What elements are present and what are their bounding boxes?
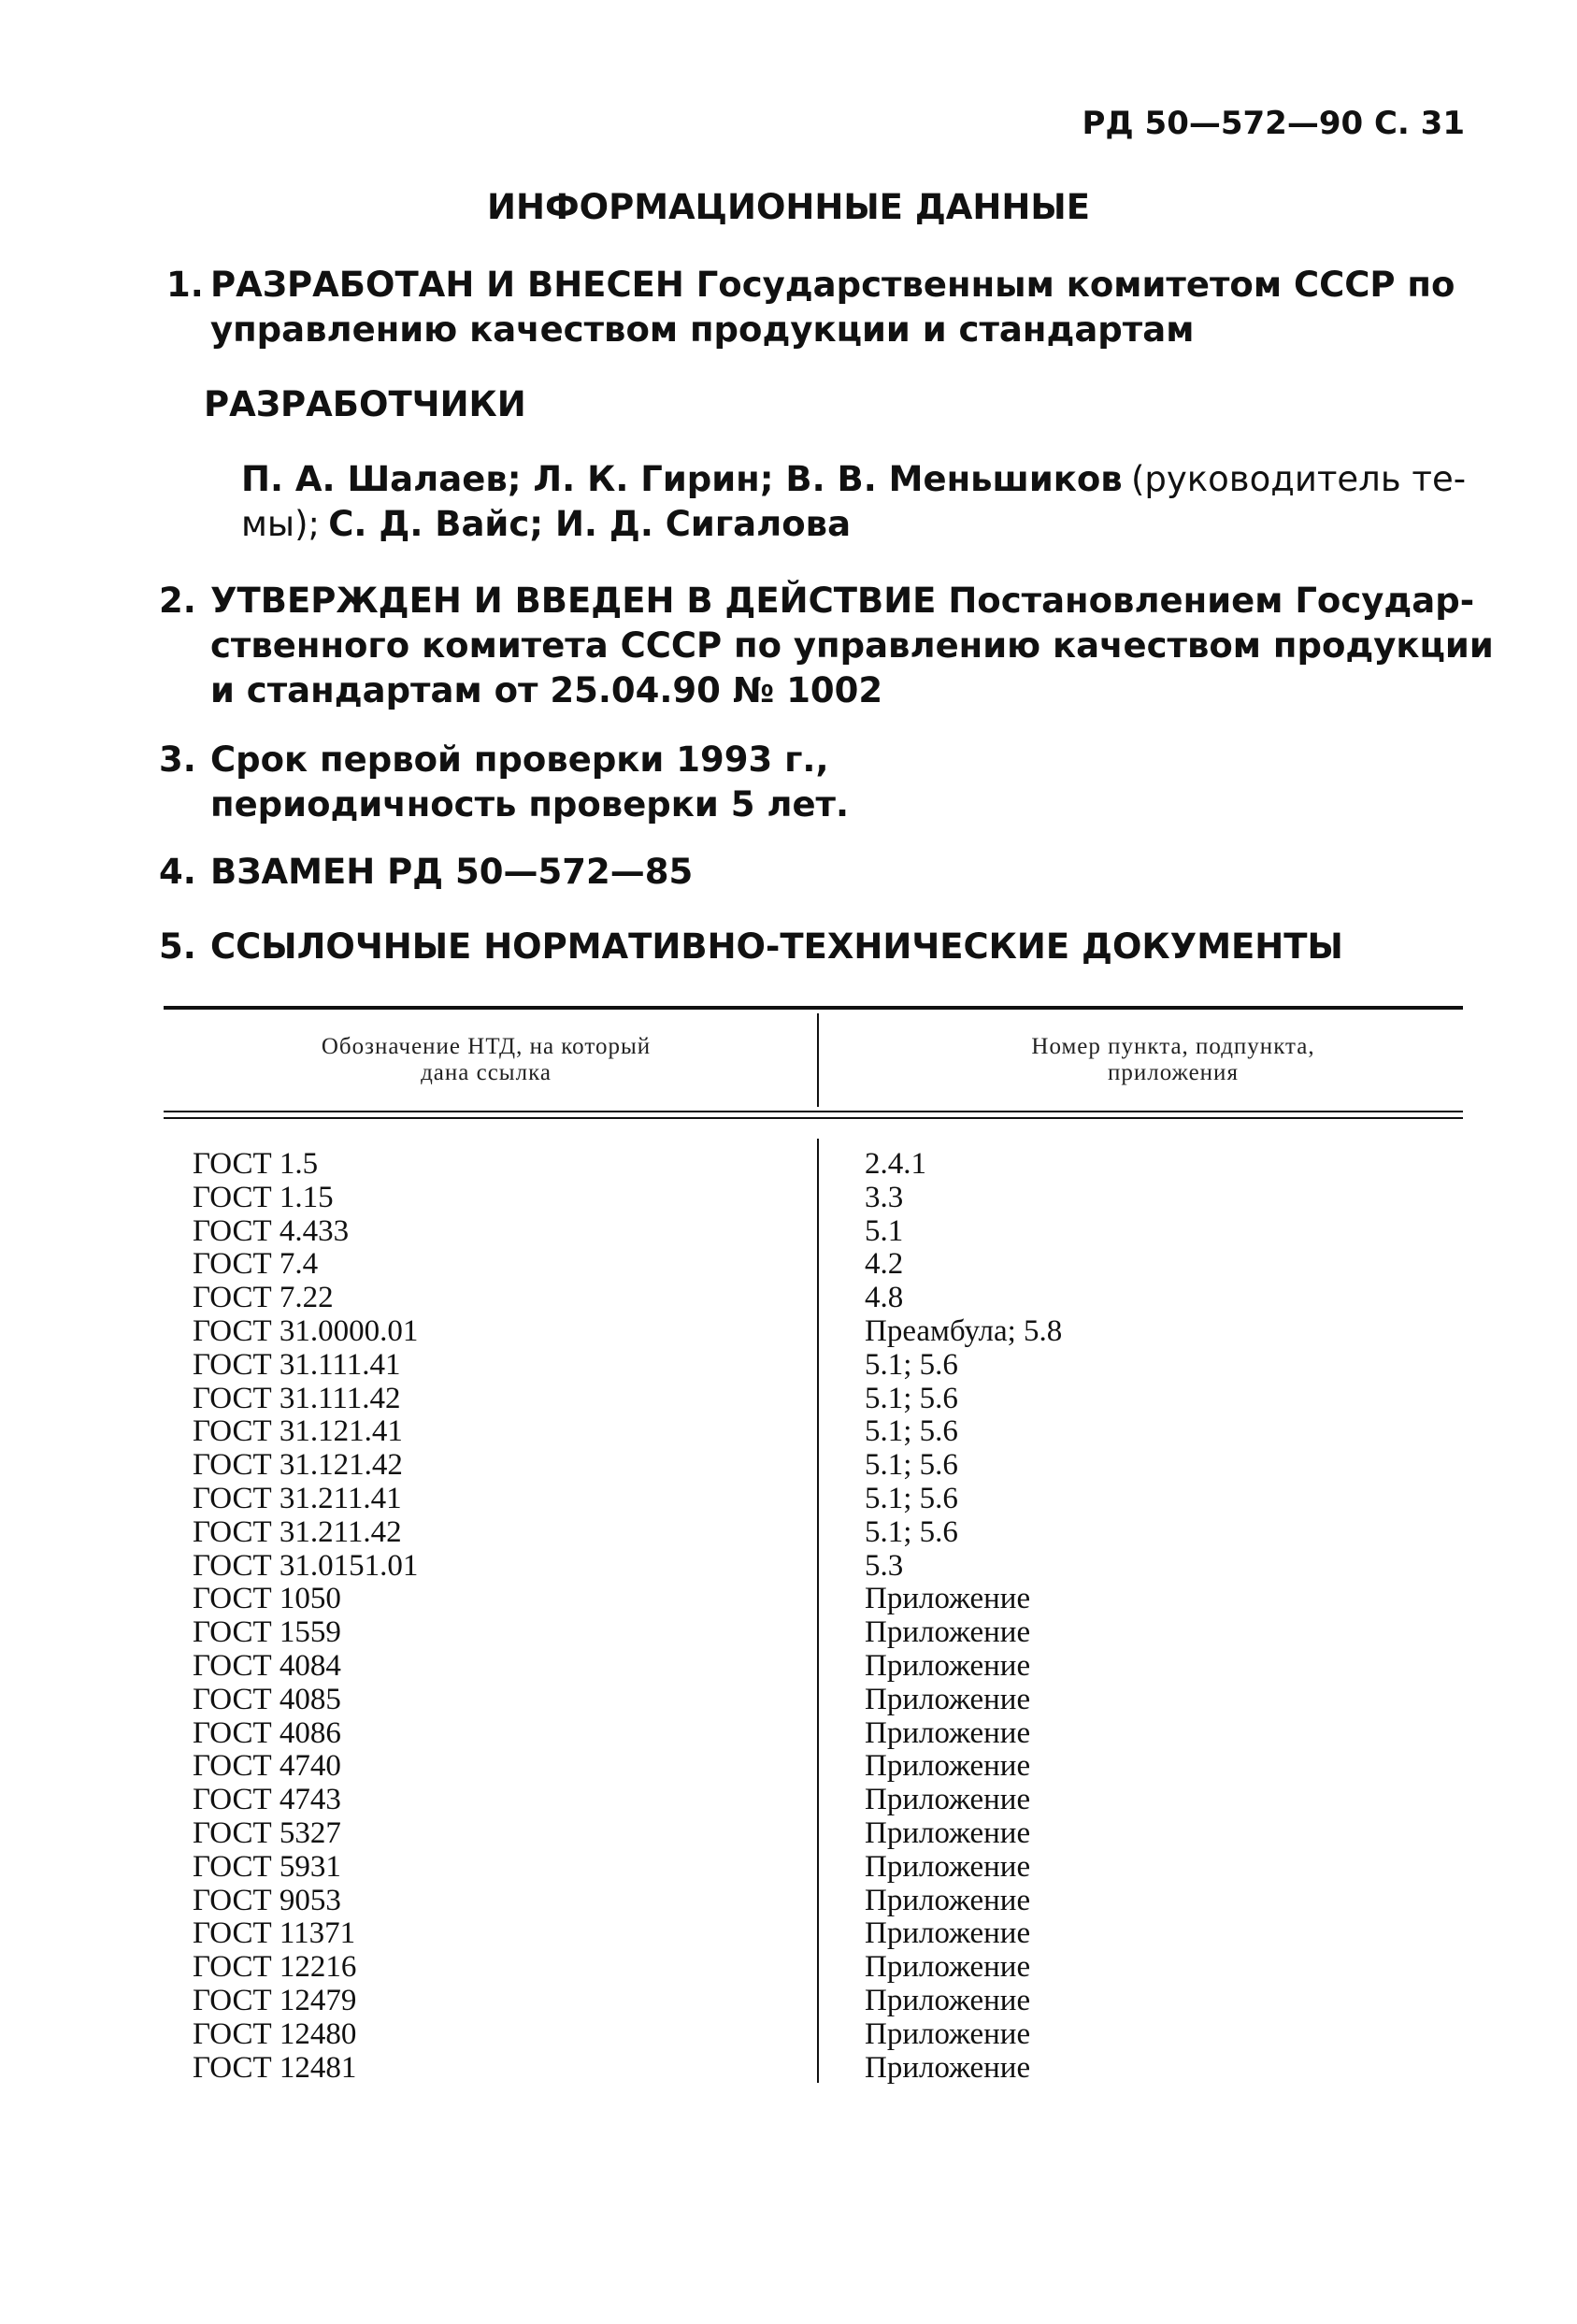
table-header-designation-l1: Обозначение НТД, на который bbox=[321, 1034, 652, 1059]
item-5-line1: ССЫЛОЧНЫЕ НОРМАТИВНО-ТЕХНИЧЕСКИЕ ДОКУМЕНТЫ bbox=[210, 926, 1343, 967]
item-2-line2: ственного комитета СССР по управлению качеством продукции bbox=[210, 625, 1494, 666]
table-cell-item-number: 5.1; 5.6 bbox=[865, 1481, 958, 1515]
table-cell-item-number: 5.1; 5.6 bbox=[865, 1514, 958, 1549]
table-cell-designation: ГОСТ 31.121.42 bbox=[193, 1448, 403, 1483]
table-column-item-number bbox=[865, 1148, 1062, 2085]
table-header-designation bbox=[234, 1034, 738, 1086]
table-header-designation-l2: дана ссылка bbox=[421, 1060, 552, 1085]
table-cell-designation: ГОСТ 9053 bbox=[193, 1883, 341, 1917]
table-cell-designation: ГОСТ 7.22 bbox=[193, 1281, 334, 1315]
table-cell-designation: ГОСТ 31.211.41 bbox=[193, 1481, 402, 1515]
table-cell-designation: ГОСТ 1.15 bbox=[193, 1180, 334, 1214]
table-cell-designation: ГОСТ 12216 bbox=[193, 1950, 357, 1985]
table-cell-item-number: Приложение bbox=[865, 2016, 1031, 2051]
page-header: РД 50—572—90 С. 31 bbox=[1082, 105, 1465, 142]
table-cell-item-number: Приложение bbox=[865, 1749, 1031, 1784]
developers-line1 bbox=[241, 456, 1466, 504]
table-cell-item-number: 5.1; 5.6 bbox=[865, 1347, 958, 1382]
table-cell-item-number: Приложение bbox=[865, 2050, 1031, 2085]
table-cell-item-number: Приложение bbox=[865, 1849, 1031, 1884]
table-cell-item-number: Приложение bbox=[865, 1950, 1031, 1985]
item-4-line1: ВЗАМЕН РД 50—572—85 bbox=[210, 852, 694, 892]
item-2-line3: и стандартам от 25.04.90 № 1002 bbox=[210, 670, 883, 710]
table-cell-designation: ГОСТ 1559 bbox=[193, 1615, 341, 1650]
table-cell-designation: ГОСТ 12481 bbox=[193, 2050, 357, 2085]
developers-names-1: П. А. Шалаев; Л. К. Гирин; В. В. Меньшиков bbox=[241, 459, 1123, 499]
developers-names-2: С. Д. Вайс; И. Д. Сигалова bbox=[328, 504, 852, 544]
table-cell-designation: ГОСТ 1.5 bbox=[193, 1147, 319, 1181]
table-cell-item-number: 5.1; 5.6 bbox=[865, 1381, 958, 1415]
item-3-line1: Срок первой проверки 1993 г., bbox=[210, 739, 829, 780]
table-cell-item-number: Приложение bbox=[865, 1916, 1031, 1951]
table-cell-item-number: Приложение bbox=[865, 1682, 1031, 1716]
item-1-line1: РАЗРАБОТАН И ВНЕСЕН Государственным комитетом СССР по bbox=[210, 265, 1455, 305]
item-1-line2: управлению качеством продукции и стандартам bbox=[210, 309, 1195, 350]
table-cell-item-number: Преамбула; 5.8 bbox=[865, 1313, 1063, 1348]
developers-role-cont: мы); bbox=[241, 504, 321, 544]
table-cell-designation: ГОСТ 4740 bbox=[193, 1749, 341, 1784]
item-3-line2: периодичность проверки 5 лет. bbox=[210, 784, 850, 825]
table-cell-designation: ГОСТ 12479 bbox=[193, 1983, 357, 2017]
table-cell-item-number: 5.1 bbox=[865, 1213, 904, 1248]
table-cell-item-number: Приложение bbox=[865, 1983, 1031, 2017]
table-cell-designation: ГОСТ 4084 bbox=[193, 1648, 341, 1683]
table-cell-designation: ГОСТ 1050 bbox=[193, 1582, 341, 1616]
table-cell-designation: ГОСТ 4085 bbox=[193, 1682, 341, 1716]
table-cell-item-number: Приложение bbox=[865, 1648, 1031, 1683]
developers-heading: РАЗРАБОТЧИКИ bbox=[204, 384, 526, 424]
table-cell-designation: ГОСТ 11371 bbox=[193, 1916, 356, 1951]
item-3-number: 3. bbox=[159, 739, 196, 780]
table-cell-designation: ГОСТ 5931 bbox=[193, 1849, 341, 1884]
table-top-rule bbox=[164, 1006, 1463, 1010]
table-cell-designation: ГОСТ 31.0151.01 bbox=[193, 1548, 419, 1583]
table-cell-designation: ГОСТ 31.211.42 bbox=[193, 1514, 402, 1549]
table-cell-designation: ГОСТ 4086 bbox=[193, 1715, 341, 1750]
table-header-divider bbox=[817, 1013, 819, 1107]
table-column-designation bbox=[193, 1148, 418, 2085]
table-cell-item-number: Приложение bbox=[865, 1582, 1031, 1616]
table-header-item-number bbox=[953, 1034, 1393, 1086]
table-cell-item-number: Приложение bbox=[865, 1615, 1031, 1650]
table-header-rule-1 bbox=[164, 1111, 1463, 1112]
table-cell-designation: ГОСТ 5327 bbox=[193, 1815, 341, 1850]
table-cell-item-number: 5.1; 5.6 bbox=[865, 1414, 958, 1449]
table-cell-designation: ГОСТ 31.111.41 bbox=[193, 1347, 401, 1382]
table-header-item-number-l1: Номер пункта, подпункта, bbox=[1031, 1034, 1315, 1059]
table-cell-designation: ГОСТ 12480 bbox=[193, 2016, 357, 2051]
table-cell-designation: ГОСТ 31.111.42 bbox=[193, 1381, 401, 1415]
item-5-number: 5. bbox=[159, 926, 196, 967]
table-cell-item-number: 2.4.1 bbox=[865, 1147, 926, 1181]
table-cell-item-number: Приложение bbox=[865, 1883, 1031, 1917]
table-cell-item-number: 5.3 bbox=[865, 1548, 904, 1583]
table-cell-designation: ГОСТ 7.4 bbox=[193, 1247, 319, 1282]
table-cell-item-number: Приложение bbox=[865, 1815, 1031, 1850]
table-body-divider bbox=[817, 1139, 819, 2083]
table-header-item-number-l2: приложения bbox=[1108, 1060, 1239, 1085]
table-cell-item-number: Приложение bbox=[865, 1715, 1031, 1750]
developers-role: (руководитель те- bbox=[1130, 459, 1467, 499]
item-4-number: 4. bbox=[159, 852, 196, 892]
table-cell-item-number: 4.2 bbox=[865, 1247, 904, 1282]
item-2-line1: УТВЕРЖДЕН И ВВЕДЕН В ДЕЙСТВИЕ Постановлением Государ- bbox=[210, 581, 1475, 621]
developers-line2 bbox=[241, 501, 851, 549]
table-cell-item-number: 5.1; 5.6 bbox=[865, 1448, 958, 1483]
section-title: ИНФОРМАЦИОННЫЕ ДАННЫЕ bbox=[487, 187, 1090, 227]
item-2-number: 2. bbox=[159, 581, 196, 621]
table-cell-designation: ГОСТ 31.121.41 bbox=[193, 1414, 403, 1449]
table-header-rule-2 bbox=[164, 1117, 1463, 1119]
table-cell-designation: ГОСТ 4743 bbox=[193, 1783, 341, 1817]
table-cell-designation: ГОСТ 4.433 bbox=[193, 1213, 350, 1248]
item-1-number: 1. bbox=[166, 265, 204, 305]
table-cell-item-number: 3.3 bbox=[865, 1180, 904, 1214]
table-cell-item-number: Приложение bbox=[865, 1783, 1031, 1817]
table-cell-item-number: 4.8 bbox=[865, 1281, 904, 1315]
table-cell-designation: ГОСТ 31.0000.01 bbox=[193, 1313, 419, 1348]
